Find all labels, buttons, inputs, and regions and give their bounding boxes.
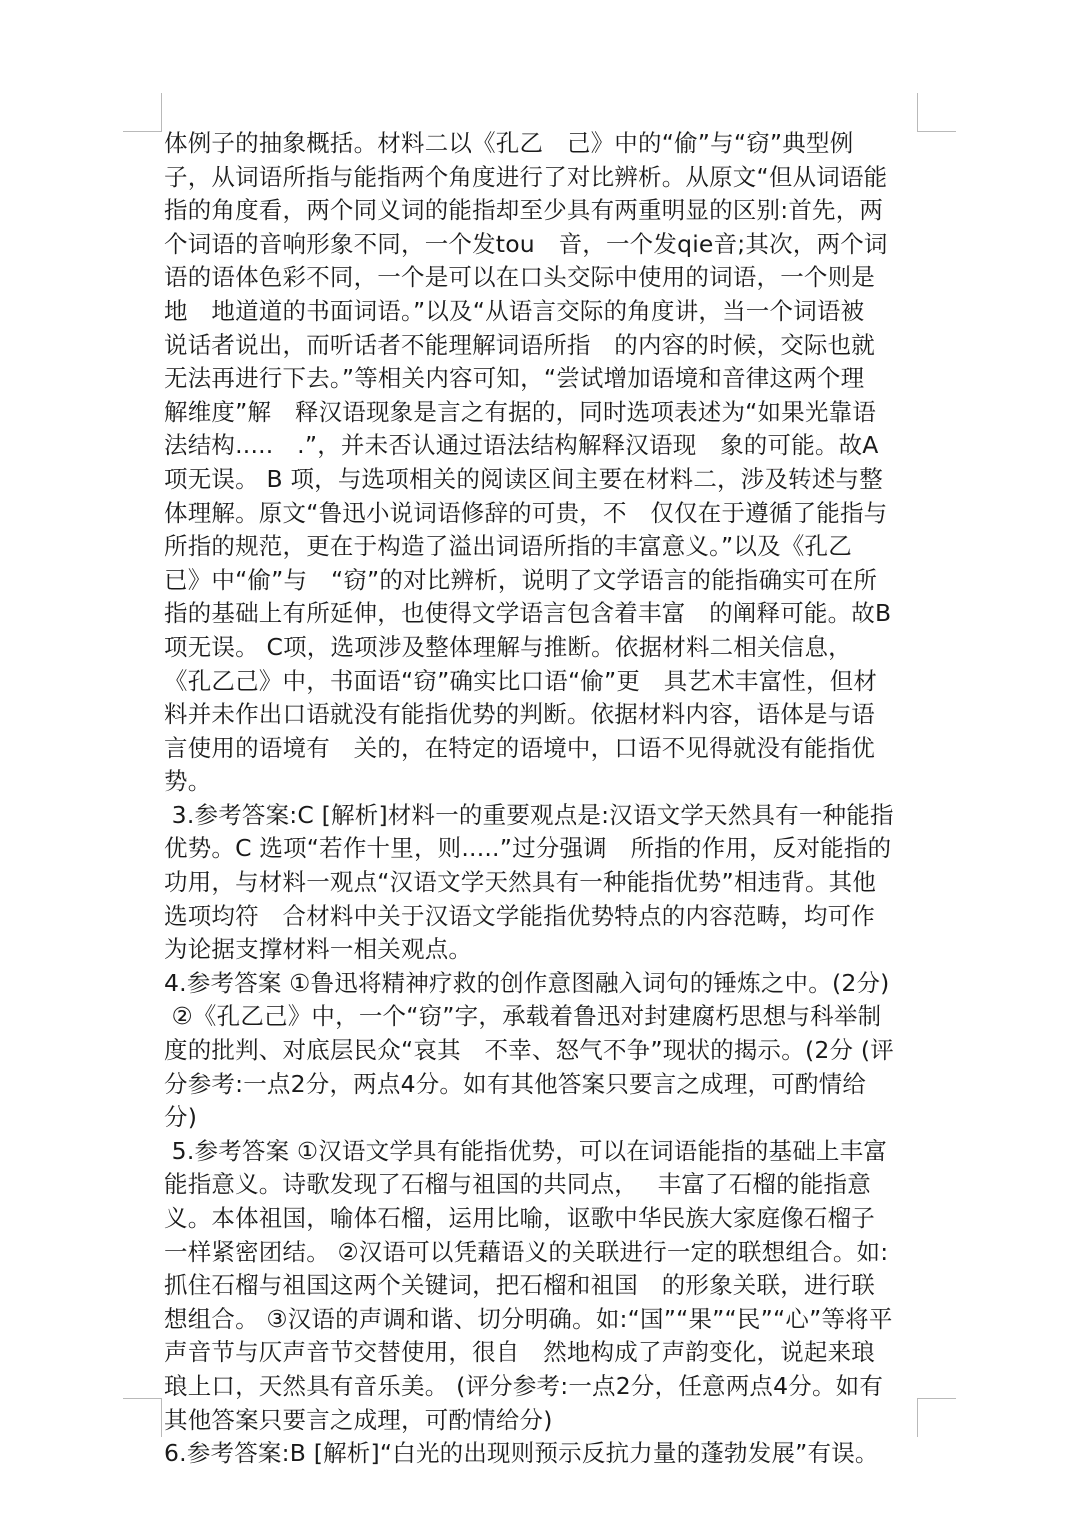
text-line: 解维度”解 释汉语现象是言之有据的，同时选项表述为“如果光靠语 <box>164 397 877 426</box>
text-line: 声音节与仄声音节交替使用，很自 然地构成了声韵变化，说起来琅 <box>164 1338 875 1367</box>
text-line: 选项均符 合材料中关于汉语文学能指优势特点的内容范畴，均可作 <box>164 901 875 930</box>
text-line: 法结构..... .”，并未否认通过语法结构解释汉语现 象的可能。故A <box>164 431 879 460</box>
text-line: 分参考:一点2分，两点4分。如有其他答案只要言之成理，可酌情给 <box>164 1069 867 1098</box>
crop-mark-bottom-left <box>123 1398 162 1437</box>
crop-mark-top-left <box>123 93 162 132</box>
text-line: 子，从词语所指与能指两个角度进行了对比辨析。从原文“但从词语能 <box>164 162 888 191</box>
text-line: 为论据支撑材料一相关观点。 <box>164 935 473 964</box>
text-line: 地 地道道的书面词语。”以及“从语言交际的角度讲，当一个词语被 <box>164 296 865 325</box>
text-line: 个词语的音响形象不同，一个发tou 音，一个发qie音;其次，两个词 <box>164 229 888 258</box>
text-line: 已》中“偷”与 “窃”的对比辨析，说明了文学语言的能指确实可在所 <box>164 565 878 594</box>
text-line: 能指意义。诗歌发现了石榴与祖国的共同点， 丰富了石榴的能指意 <box>164 1170 871 1199</box>
text-line: 优势。C 选项“若作十里，则.....”过分强调 所指的作用，反对能指的 <box>164 834 892 863</box>
answer-3-line: 3.参考答案:C [解析]材料一的重要观点是:汉语文学天然具有一种能指 <box>164 800 894 829</box>
text-line: ②《孔乙己》中，一个“窃”字，承载着鲁迅对封建腐朽思想与科举制 <box>164 1002 882 1031</box>
text-line: 一样紧密团结。 ②汉语可以凭藉语义的关联进行一定的联想组合。如: <box>164 1237 889 1266</box>
text-line: 其他答案只要言之成理，可酌情给分) <box>164 1405 553 1434</box>
text-line: 琅上口，天然具有音乐美。 (评分参考:一点2分，任意两点4分。如有 <box>164 1371 884 1400</box>
text-line: 抓住石榴与祖国这两个关键词，把石榴和祖国 的形象关联，进行联 <box>164 1271 875 1300</box>
text-line: 语的语体色彩不同，一个是可以在口头交际中使用的词语，一个则是 <box>164 263 875 292</box>
text-line: 言使用的语境有 关的，在特定的语境中，口语不见得就没有能指优 <box>164 733 875 762</box>
text-line: 想组合。 ③汉语的声调和谐、切分明确。如:“国”“果”“民”“心”等将平 <box>164 1304 893 1333</box>
text-line: 指的基础上有所延伸，也使得文学语言包含着丰富 的阐释可能。故B <box>164 599 892 628</box>
text-line: 说话者说出，而听话者不能理解词语所指 的内容的时候，交际也就 <box>164 330 875 359</box>
document-text-body <box>164 127 924 1471</box>
answer-5-line: 5.参考答案 ①汉语文学具有能指优势，可以在词语能指的基础上丰富 <box>164 1136 888 1165</box>
text-line: 无法再进行下去。”等相关内容可知，“尝试增加语境和音律这两个理 <box>164 364 865 393</box>
answer-6-line: 6.参考答案:B [解析]“白光的出现则预示反抗力量的蓬勃发展”有误。 <box>164 1439 879 1468</box>
text-line: 料并未作出口语就没有能指优势的判断。依据材料内容，语体是与语 <box>164 700 875 729</box>
text-line: 项无误。 C项，选项涉及整体理解与推断。依据材料二相关信息， <box>164 632 852 661</box>
text-line: 项无误。 B 项，与选项相关的阅读区间主要在材料二，涉及转述与整 <box>164 464 883 493</box>
text-line: 体理解。原文“鲁迅小说词语修辞的可贵，不 仅仅在于遵循了能指与 <box>164 498 888 527</box>
text-line: 指的角度看，两个同义词的能指却至少具有两重明显的区别:首先，两 <box>164 196 884 225</box>
text-line: 体例子的抽象概括。材料二以《孔乙 己》中的“偷”与“窃”典型例 <box>164 129 854 157</box>
text-line: 义。本体祖国，喻体石榴，运用比喻，讴歌中华民族大家庭像石榴子 <box>164 1204 875 1232</box>
text-line: 《孔乙己》中，书面语“窃”确实比口语“偷”更 具艺术丰富性，但材 <box>164 666 878 695</box>
text-line: 度的批判、对底层民众“哀其 不幸、怒气不争”现状的揭示。(2分 (评 <box>164 1036 894 1065</box>
answer-4-line: 4.参考答案 ①鲁迅将精神疗救的创作意图融入词句的锤炼之中。(2分) <box>164 968 890 997</box>
text-line: 势。 <box>164 767 212 796</box>
text-line: 功用，与材料一观点“汉语文学天然具有一种能指优势”相违背。其他 <box>164 868 877 897</box>
text-line: 分) <box>164 1103 198 1132</box>
text-line: 所指的规范，更在于构造了溢出词语所指的丰富意义。”以及《孔乙 <box>164 532 852 561</box>
